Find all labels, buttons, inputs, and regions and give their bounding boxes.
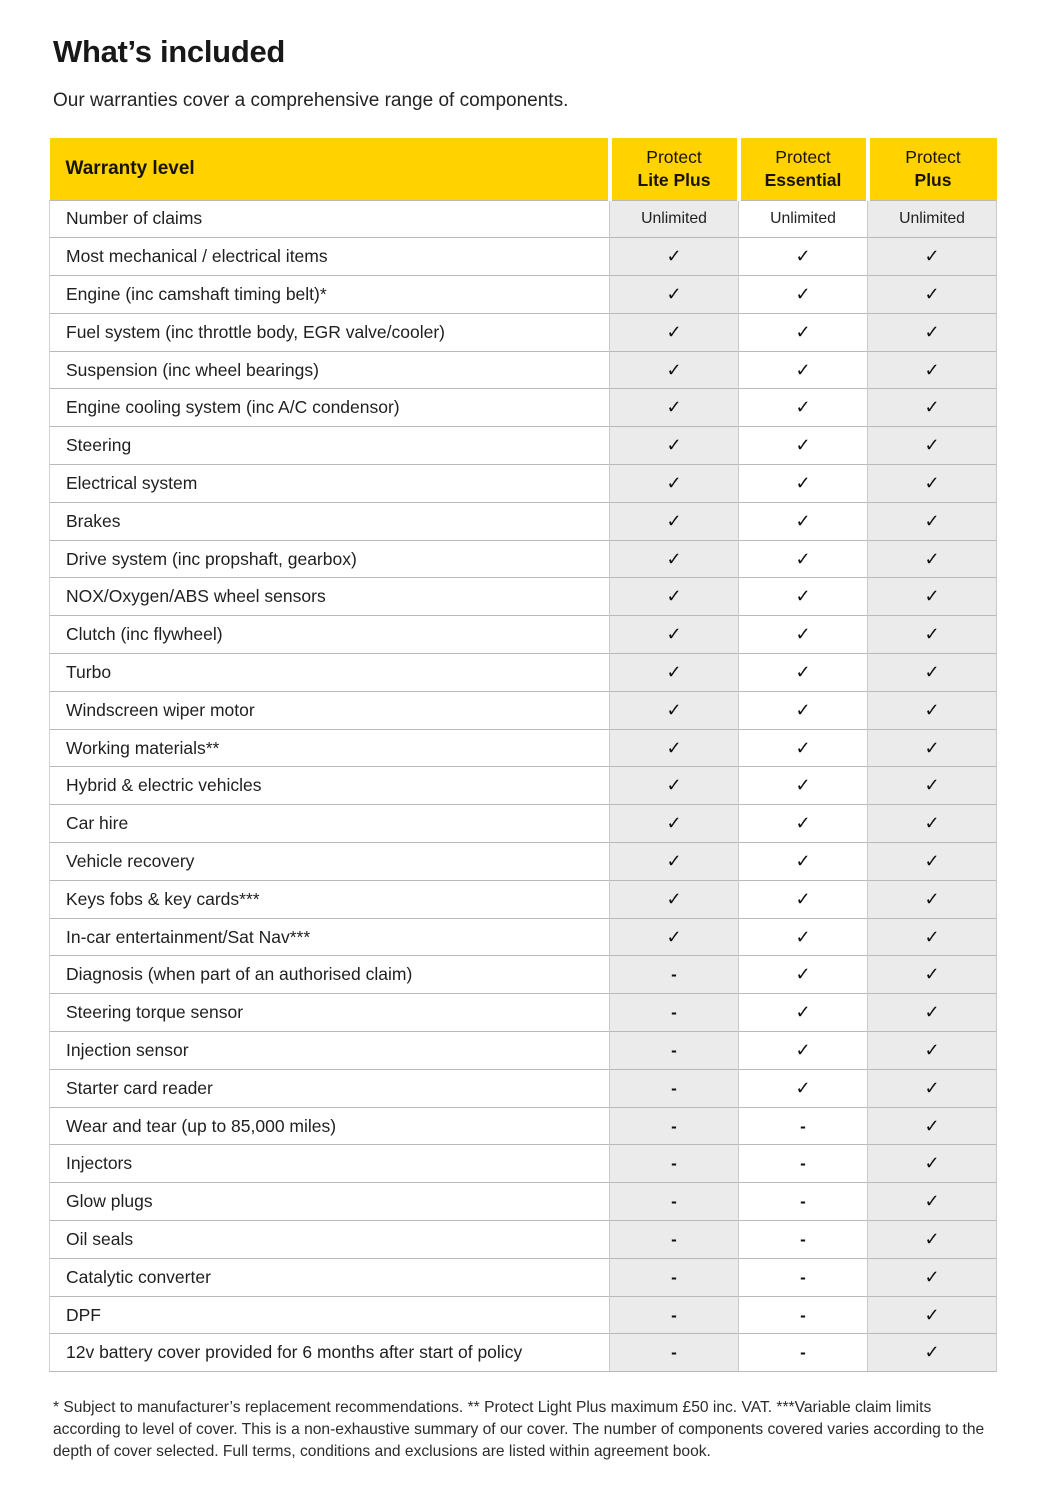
row-label: Working materials**	[50, 729, 610, 767]
included-cell	[739, 351, 868, 389]
included-cell	[610, 465, 739, 503]
check-icon: ✓	[924, 737, 940, 758]
table-row	[50, 1334, 997, 1372]
included-cell	[739, 994, 868, 1032]
check-icon: ✓	[795, 1039, 811, 1060]
check-icon: ✓	[924, 321, 940, 342]
included-cell	[739, 691, 868, 729]
check-icon: ✓	[795, 661, 811, 682]
cell-value: Unlimited	[868, 200, 997, 238]
row-label: Diagnosis (when part of an authorised claim)	[50, 956, 610, 994]
table-row	[50, 465, 997, 503]
row-label: Catalytic converter	[50, 1258, 610, 1296]
included-cell	[868, 843, 997, 881]
table-row	[50, 805, 997, 843]
check-icon: ✓	[795, 246, 811, 267]
table-row	[50, 918, 997, 956]
row-label: Drive system (inc propshaft, gearbox)	[50, 540, 610, 578]
dash-icon: -	[671, 1229, 677, 1249]
row-label: Windscreen wiper motor	[50, 691, 610, 729]
check-icon: ✓	[924, 1304, 940, 1325]
dash-icon: -	[800, 1192, 806, 1212]
check-icon: ✓	[795, 850, 811, 871]
not-included-cell	[610, 1296, 739, 1334]
table-row	[50, 1221, 997, 1259]
not-included-cell	[739, 1296, 868, 1334]
cell-value: Unlimited	[610, 200, 739, 238]
included-cell	[610, 805, 739, 843]
table-row	[50, 540, 997, 578]
check-icon: ✓	[795, 737, 811, 758]
row-label: In-car entertainment/Sat Nav***	[50, 918, 610, 956]
included-cell	[610, 729, 739, 767]
check-icon: ✓	[795, 775, 811, 796]
check-icon: ✓	[795, 1002, 811, 1023]
check-icon: ✓	[666, 926, 682, 947]
table-row	[50, 691, 997, 729]
included-cell	[868, 1183, 997, 1221]
row-label: DPF	[50, 1296, 610, 1334]
included-cell	[610, 238, 739, 276]
table-row	[50, 578, 997, 616]
included-cell	[610, 313, 739, 351]
check-icon: ✓	[795, 435, 811, 456]
included-cell	[739, 956, 868, 994]
included-cell	[868, 1296, 997, 1334]
check-icon: ✓	[924, 775, 940, 796]
row-label: Turbo	[50, 654, 610, 692]
included-cell	[868, 540, 997, 578]
table-row	[50, 616, 997, 654]
included-cell	[610, 767, 739, 805]
check-icon: ✓	[795, 586, 811, 607]
plan-header-essential	[739, 138, 868, 200]
row-label: Vehicle recovery	[50, 843, 610, 881]
check-icon: ✓	[795, 964, 811, 985]
check-icon: ✓	[666, 586, 682, 607]
row-label: 12v battery cover provided for 6 months after start of policy	[50, 1334, 610, 1372]
check-icon: ✓	[795, 359, 811, 380]
row-label: Fuel system (inc throttle body, EGR valve/cooler)	[50, 313, 610, 351]
included-cell	[739, 729, 868, 767]
dash-icon: -	[800, 1267, 806, 1287]
row-label: Clutch (inc flywheel)	[50, 616, 610, 654]
not-included-cell	[739, 1258, 868, 1296]
table-body	[50, 200, 997, 1372]
dash-icon: -	[671, 1343, 677, 1363]
check-icon: ✓	[795, 510, 811, 531]
plan-brand-label: Protect	[646, 146, 702, 167]
check-icon: ✓	[924, 397, 940, 418]
plan-name-label: Plus	[914, 169, 952, 190]
row-label: NOX/Oxygen/ABS wheel sensors	[50, 578, 610, 616]
check-icon: ✓	[795, 472, 811, 493]
check-icon: ✓	[666, 548, 682, 569]
not-included-cell	[739, 1145, 868, 1183]
included-cell	[739, 427, 868, 465]
check-icon: ✓	[795, 699, 811, 720]
included-cell	[610, 616, 739, 654]
plan-header-plus	[868, 138, 997, 200]
dash-icon: -	[800, 1229, 806, 1249]
included-cell	[868, 502, 997, 540]
included-cell	[610, 578, 739, 616]
check-icon: ✓	[924, 850, 940, 871]
included-cell	[739, 1069, 868, 1107]
included-cell	[739, 540, 868, 578]
table-row	[50, 729, 997, 767]
included-cell	[868, 389, 997, 427]
check-icon: ✓	[795, 321, 811, 342]
table-row	[50, 994, 997, 1032]
table-row	[50, 238, 997, 276]
cell-value: Unlimited	[739, 200, 868, 238]
check-icon: ✓	[924, 624, 940, 645]
dash-icon: -	[671, 1078, 677, 1098]
warranty-comparison-table	[49, 138, 997, 1372]
included-cell	[868, 1069, 997, 1107]
warranty-level-header: Warranty level	[50, 138, 610, 200]
check-icon: ✓	[795, 888, 811, 909]
not-included-cell	[739, 1334, 868, 1372]
row-label: Engine (inc camshaft timing belt)*	[50, 276, 610, 314]
check-icon: ✓	[666, 283, 682, 304]
included-cell	[868, 880, 997, 918]
check-icon: ✓	[924, 1342, 940, 1363]
check-icon: ✓	[924, 1228, 940, 1249]
table-row	[50, 427, 997, 465]
check-icon: ✓	[924, 1191, 940, 1212]
row-label: Oil seals	[50, 1221, 610, 1259]
included-cell	[868, 1145, 997, 1183]
check-icon: ✓	[666, 359, 682, 380]
included-cell	[868, 654, 997, 692]
not-included-cell	[610, 956, 739, 994]
dash-icon: -	[671, 1192, 677, 1212]
check-icon: ✓	[666, 435, 682, 456]
not-included-cell	[610, 1107, 739, 1145]
row-label: Suspension (inc wheel bearings)	[50, 351, 610, 389]
included-cell	[739, 880, 868, 918]
row-label: Hybrid & electric vehicles	[50, 767, 610, 805]
included-cell	[868, 729, 997, 767]
included-cell	[868, 1258, 997, 1296]
included-cell	[868, 767, 997, 805]
check-icon: ✓	[666, 850, 682, 871]
row-label: Glow plugs	[50, 1183, 610, 1221]
check-icon: ✓	[924, 283, 940, 304]
row-label: Steering	[50, 427, 610, 465]
table-row	[50, 1258, 997, 1296]
check-icon: ✓	[924, 586, 940, 607]
included-cell	[868, 805, 997, 843]
included-cell	[868, 578, 997, 616]
footnote: * Subject to manufacturer’s replacement recommendations. ** Protect Light Plus maximum £50 inc. VAT. ***Variable claim limits according to level of cover. This is a non-exhaustive summary of our cover. The number of components covered varies according to the depth of cover selected. Full terms, conditions and exclusions are listed within agreement book.	[53, 1399, 985, 1461]
row-label: Injectors	[50, 1145, 610, 1183]
included-cell	[868, 351, 997, 389]
check-icon: ✓	[666, 624, 682, 645]
check-icon: ✓	[924, 1077, 940, 1098]
check-icon: ✓	[666, 888, 682, 909]
included-cell	[739, 616, 868, 654]
not-included-cell	[610, 1032, 739, 1070]
check-icon: ✓	[666, 699, 682, 720]
dash-icon: -	[671, 1003, 677, 1023]
check-icon: ✓	[924, 926, 940, 947]
plan-header-lite-plus	[610, 138, 739, 200]
check-icon: ✓	[924, 435, 940, 456]
check-icon: ✓	[795, 283, 811, 304]
included-cell	[868, 276, 997, 314]
row-label: Steering torque sensor	[50, 994, 610, 1032]
table-row	[50, 1032, 997, 1070]
check-icon: ✓	[666, 775, 682, 796]
check-icon: ✓	[924, 661, 940, 682]
not-included-cell	[610, 1145, 739, 1183]
table-row	[50, 276, 997, 314]
check-icon: ✓	[795, 926, 811, 947]
dash-icon: -	[671, 965, 677, 985]
included-cell	[868, 238, 997, 276]
check-icon: ✓	[795, 397, 811, 418]
included-cell	[610, 389, 739, 427]
not-included-cell	[610, 1258, 739, 1296]
not-included-cell	[610, 994, 739, 1032]
row-label: Injection sensor	[50, 1032, 610, 1070]
included-cell	[868, 427, 997, 465]
dash-icon: -	[671, 1116, 677, 1136]
check-icon: ✓	[924, 813, 940, 834]
row-label: Starter card reader	[50, 1069, 610, 1107]
row-label: Electrical system	[50, 465, 610, 503]
table-row	[50, 956, 997, 994]
check-icon: ✓	[924, 888, 940, 909]
table-row	[50, 654, 997, 692]
included-cell	[739, 389, 868, 427]
table-row	[50, 351, 997, 389]
included-cell	[739, 465, 868, 503]
included-cell	[610, 691, 739, 729]
table-row	[50, 1183, 997, 1221]
table-row	[50, 1069, 997, 1107]
included-cell	[868, 956, 997, 994]
row-label: Engine cooling system (inc A/C condensor)	[50, 389, 610, 427]
not-included-cell	[610, 1183, 739, 1221]
check-icon: ✓	[666, 246, 682, 267]
included-cell	[739, 767, 868, 805]
included-cell	[610, 843, 739, 881]
table-row	[50, 1107, 997, 1145]
row-label: Keys fobs & key cards***	[50, 880, 610, 918]
plan-brand-label: Protect	[905, 146, 961, 167]
table-row	[50, 767, 997, 805]
table-row	[50, 502, 997, 540]
included-cell	[868, 1221, 997, 1259]
plan-brand-label: Protect	[775, 146, 831, 167]
included-cell	[868, 1334, 997, 1372]
not-included-cell	[739, 1107, 868, 1145]
dash-icon: -	[671, 1305, 677, 1325]
included-cell	[868, 994, 997, 1032]
included-cell	[739, 805, 868, 843]
plan-name-label: Lite Plus	[637, 169, 711, 190]
included-cell	[610, 502, 739, 540]
check-icon: ✓	[924, 1039, 940, 1060]
included-cell	[739, 502, 868, 540]
check-icon: ✓	[795, 548, 811, 569]
included-cell	[739, 654, 868, 692]
included-cell	[868, 616, 997, 654]
included-cell	[868, 313, 997, 351]
included-cell	[868, 1032, 997, 1070]
page-title: What’s included	[53, 34, 286, 69]
check-icon: ✓	[795, 624, 811, 645]
dash-icon: -	[800, 1343, 806, 1363]
table-row	[50, 843, 997, 881]
table-row	[50, 389, 997, 427]
not-included-cell	[610, 1221, 739, 1259]
check-icon: ✓	[666, 813, 682, 834]
check-icon: ✓	[795, 813, 811, 834]
row-label: Car hire	[50, 805, 610, 843]
not-included-cell	[610, 1334, 739, 1372]
plan-name-label: Essential	[764, 169, 842, 190]
included-cell	[868, 1107, 997, 1145]
row-label: Number of claims	[50, 200, 610, 238]
check-icon: ✓	[924, 699, 940, 720]
included-cell	[610, 276, 739, 314]
check-icon: ✓	[924, 359, 940, 380]
included-cell	[868, 918, 997, 956]
not-included-cell	[739, 1183, 868, 1221]
included-cell	[610, 880, 739, 918]
dash-icon: -	[800, 1116, 806, 1136]
included-cell	[610, 427, 739, 465]
dash-icon: -	[671, 1040, 677, 1060]
check-icon: ✓	[924, 548, 940, 569]
check-icon: ✓	[924, 964, 940, 985]
check-icon: ✓	[924, 1153, 940, 1174]
check-icon: ✓	[795, 1077, 811, 1098]
check-icon: ✓	[924, 246, 940, 267]
included-cell	[739, 918, 868, 956]
included-cell	[739, 313, 868, 351]
check-icon: ✓	[666, 397, 682, 418]
not-included-cell	[610, 1069, 739, 1107]
not-included-cell	[739, 1221, 868, 1259]
dash-icon: -	[800, 1154, 806, 1174]
table-row	[50, 313, 997, 351]
check-icon: ✓	[924, 1002, 940, 1023]
table-row	[50, 1296, 997, 1334]
table-row	[50, 880, 997, 918]
check-icon: ✓	[666, 321, 682, 342]
included-cell	[610, 654, 739, 692]
check-icon: ✓	[666, 510, 682, 531]
included-cell	[739, 843, 868, 881]
row-label: Most mechanical / electrical items	[50, 238, 610, 276]
dash-icon: -	[800, 1305, 806, 1325]
row-label: Brakes	[50, 502, 610, 540]
included-cell	[739, 578, 868, 616]
included-cell	[610, 918, 739, 956]
included-cell	[739, 1032, 868, 1070]
dash-icon: -	[671, 1267, 677, 1287]
included-cell	[610, 540, 739, 578]
table-header-row	[50, 138, 997, 200]
check-icon: ✓	[924, 1115, 940, 1136]
check-icon: ✓	[666, 737, 682, 758]
check-icon: ✓	[924, 472, 940, 493]
check-icon: ✓	[924, 1266, 940, 1287]
included-cell	[610, 351, 739, 389]
table-row	[50, 200, 997, 238]
included-cell	[868, 691, 997, 729]
included-cell	[739, 238, 868, 276]
row-label: Wear and tear (up to 85,000 miles)	[50, 1107, 610, 1145]
check-icon: ✓	[924, 510, 940, 531]
check-icon: ✓	[666, 661, 682, 682]
table-row	[50, 1145, 997, 1183]
page-subtitle: Our warranties cover a comprehensive range of components.	[53, 90, 569, 111]
dash-icon: -	[671, 1154, 677, 1174]
included-cell	[868, 465, 997, 503]
check-icon: ✓	[666, 472, 682, 493]
included-cell	[739, 276, 868, 314]
